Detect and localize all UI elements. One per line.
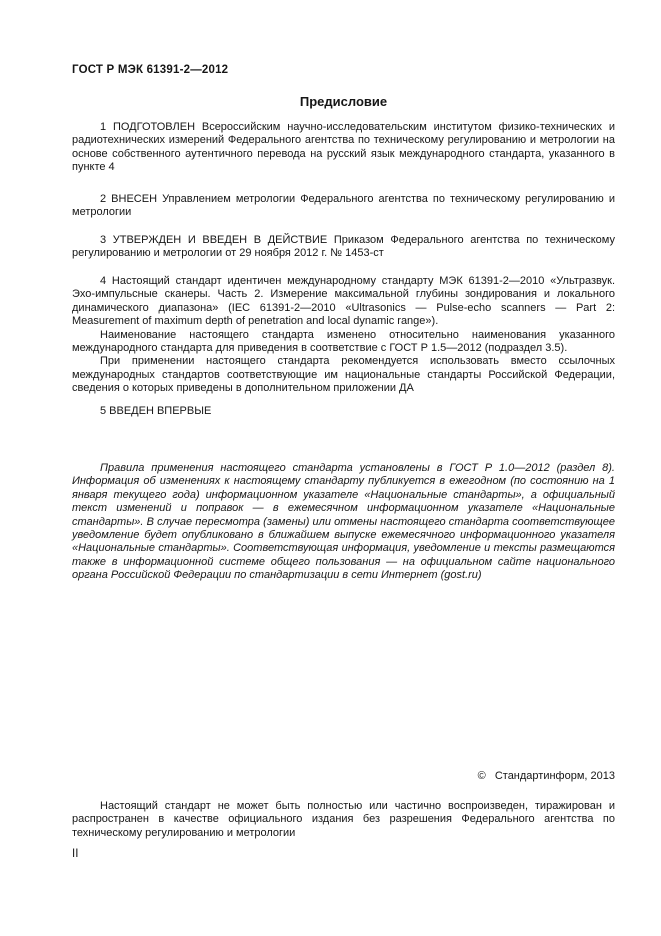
copyright-line: © Стандартинформ, 2013 [477, 770, 615, 782]
document-code: ГОСТ Р МЭК 61391-2—2012 [72, 64, 229, 76]
clause-name-changed-note: Наименование настоящего стандарта изменено относительно наименования указанного международного стандарта для приведения в соответствие с ГОСТ Р 1.5—2012 (подраздел 3.5). [72, 328, 615, 355]
clause-approved: 3 УТВЕРЖДЕН И ВВЕДЕН В ДЕЙСТВИЕ Приказом Федерального агентства по техническому регулированию и метрологии от 29 ноября 2012 г. № 1453-ст [72, 234, 615, 260]
clause-identical-standard: 4 Настоящий стандарт идентичен международному стандарту МЭК 61391-2—2010 «Ультразвук. Эхо-импульсные сканеры. Часть 2. Измерение максимальной глубины зондирования и локального динамического диапазона» (IEC 61391-2—2010 «Ultrasonics — Pulse-echo scanners — Part 2: Measurement of maximum depth of penetration and local dynamic range»). [72, 275, 615, 328]
clause-identity-group [72, 275, 615, 396]
clause-national-standards-note: При применении настоящего стандарта рекомендуется использовать вместо ссылочных международных стандартов соответствующие им национальные стандарты Российской Федерации, сведения о которых приведены в дополнительном приложении ДА [72, 355, 615, 395]
application-rules-note: Правила применения настоящего стандарта установлены в ГОСТ Р 1.0—2012 (раздел 8). Информация об изменениях к настоящему стандарту публикуется в ежегодном (по состоянию на 1 января текущего года) информационном указателе «Национальные стандарты», а официальный текст изменений и поправок — в ежемесячном информационном указателе «Национальные стандарты». В случае пересмотра (замены) или отмены настоящего стандарта соответствующее уведомление будет опубликовано в ближайшем выпуске ежемесячного информационного указателя «Национальные стандарты». Соответствующая информация, уведомление и тексты размещаются также в информационной системе общего пользования — на официальном сайте национального органа Российской Федерации по стандартизации в сети Интернет (gost.ru) [72, 462, 615, 582]
reproduction-restriction-note: Настоящий стандарт не может быть полностью или частично воспроизведен, тиражирован и распространен в качестве официального издания без разрешения Федерального агентства по техническому регулированию и метрологии [72, 800, 615, 839]
clause-introduced-first-time: 5 ВВЕДЕН ВПЕРВЫЕ [100, 405, 212, 417]
clause-submitted-by: 2 ВНЕСЕН Управлением метрологии Федерального агентства по техническому регулированию и метрологии [72, 193, 615, 219]
page-number: II [72, 848, 79, 860]
clause-prepared-by: 1 ПОДГОТОВЛЕН Всероссийским научно-исследовательским институтом физико-технических и радиотехнических измерений Федерального агентства по техническому регулированию и метрологии на основе собственного аутентичного перевода на русский язык международного стандарта, указанного в пункте 4 [72, 121, 615, 174]
preface-title: Предисловие [299, 94, 388, 109]
